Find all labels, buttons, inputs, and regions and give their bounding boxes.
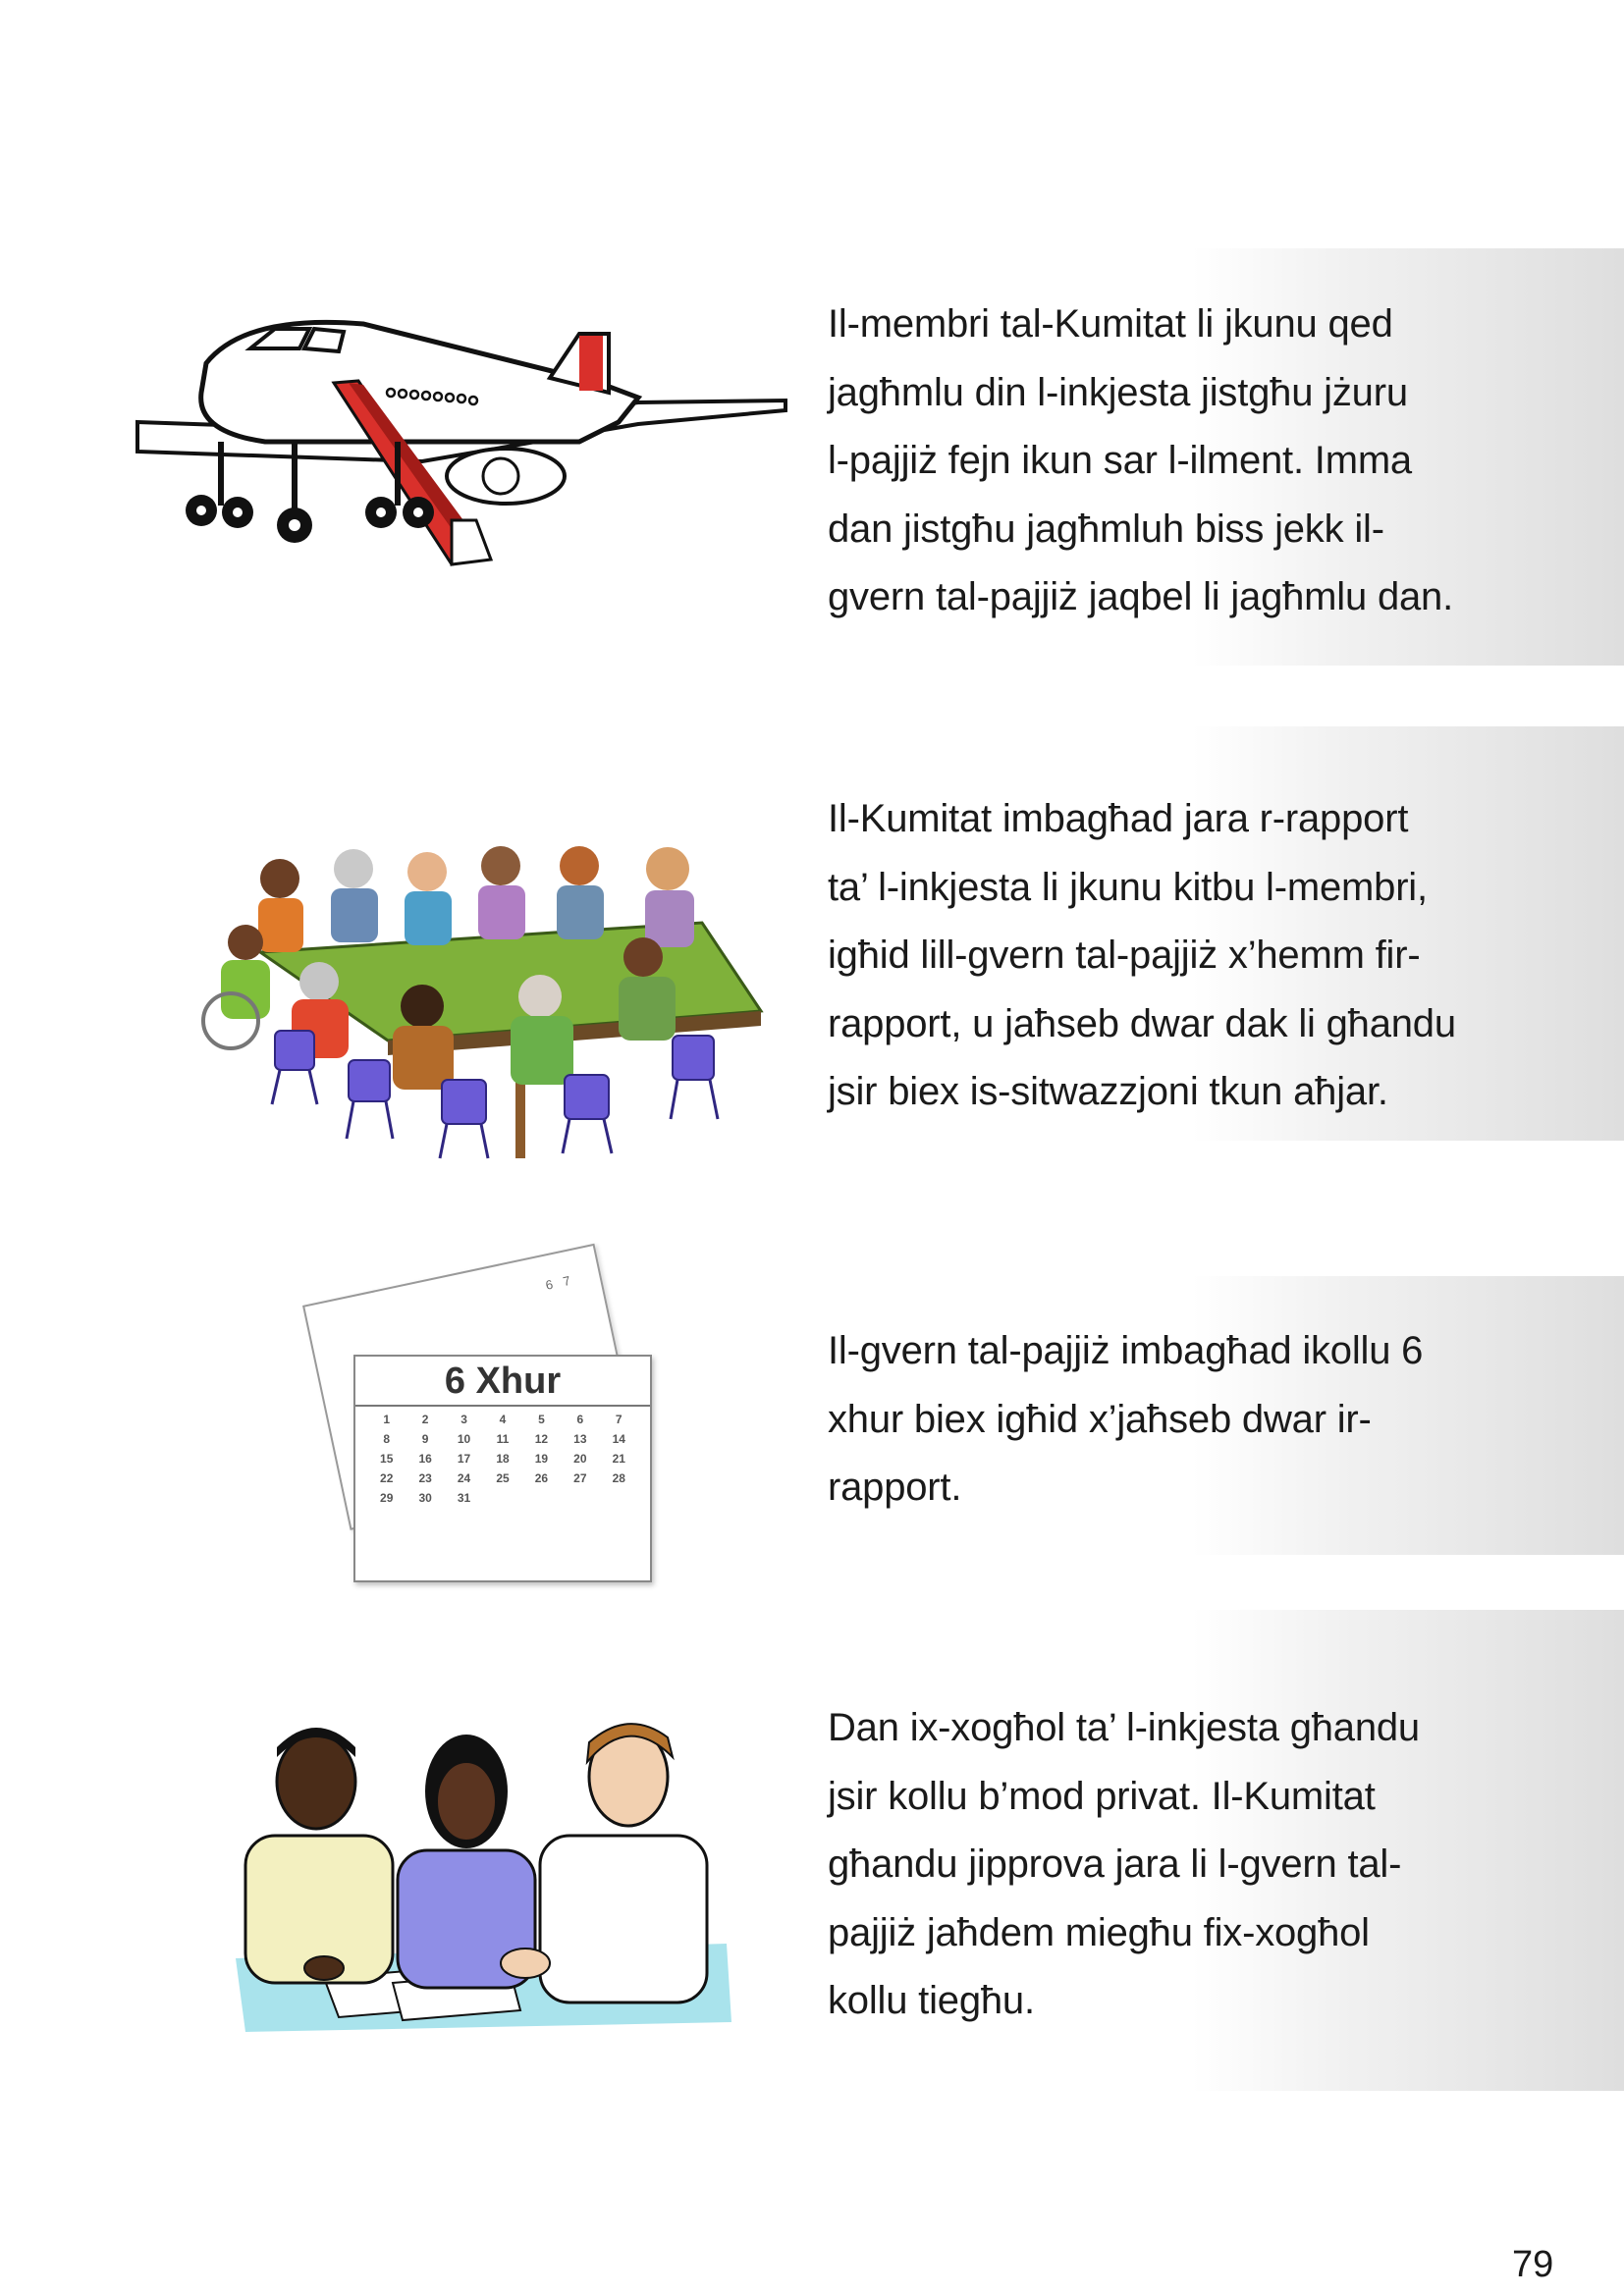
paragraph-1	[828, 291, 1515, 632]
calendar-day: 16	[418, 1452, 432, 1466]
calendar-day	[561, 1491, 599, 1505]
paragraph-1-line: dan jistgħu jagħmluh biss jekk il-	[828, 507, 1384, 551]
calendar-day: 9	[421, 1432, 429, 1446]
calendar-illustration	[293, 1266, 666, 1600]
paragraph-1-line: gvern tal-pajjiż jaqbel li jagħmlu dan.	[828, 575, 1454, 618]
calendar-day: 29	[380, 1491, 394, 1505]
calendar-day	[600, 1491, 638, 1505]
paragraph-4-line: kollu tiegħu.	[828, 1979, 1035, 2022]
calendar-back-day: 7	[561, 1272, 572, 1290]
calendar-day: 17	[457, 1452, 471, 1466]
calendar-day: 14	[612, 1432, 625, 1446]
people-talking-illustration	[226, 1698, 736, 2042]
paragraph-4	[828, 1694, 1515, 2036]
paragraph-4-line: Dan ix-xogħol ta’ l-inkjesta għandu	[828, 1706, 1420, 1749]
calendar-back-day: 6	[544, 1276, 555, 1293]
paragraph-3-line: rapport.	[828, 1466, 962, 1509]
calendar-day: 4	[499, 1413, 507, 1426]
calendar-day: 11	[496, 1432, 510, 1446]
calendar-day: 6	[576, 1413, 584, 1426]
calendar-day: 26	[534, 1471, 549, 1485]
paragraph-3-line: xhur biex igħid x’jaħseb dwar ir-	[828, 1397, 1372, 1441]
calendar-day: 15	[380, 1452, 394, 1466]
calendar-day: 1	[383, 1413, 391, 1426]
calendar-day: 5	[538, 1413, 545, 1426]
calendar-day	[522, 1491, 561, 1505]
paragraph-3-line: Il-gvern tal-pajjiż imbagħad ikollu 6	[828, 1329, 1424, 1372]
paragraph-2-line: igħid lill-gvern tal-pajjiż x’hemm fir-	[828, 934, 1421, 977]
calendar-day: 23	[418, 1471, 432, 1485]
paragraph-3	[828, 1317, 1515, 1522]
paragraph-2-line: Il-Kumitat imbagħad jara r-rapport	[828, 797, 1409, 840]
calendar-day: 28	[612, 1471, 625, 1485]
paragraph-4-line: għandu jipprova jara li l-gvern tal-	[828, 1842, 1402, 1886]
calendar-day: 19	[534, 1452, 549, 1466]
calendar-day: 22	[380, 1471, 394, 1485]
paragraph-1-line: jagħmlu din l-inkjesta jistgħu jżuru	[828, 370, 1408, 414]
calendar-day	[483, 1491, 521, 1505]
calendar-day: 12	[534, 1432, 549, 1446]
calendar-front-sheet	[353, 1355, 652, 1582]
paragraph-2-line: jsir biex is-sitwazzjoni tkun aħjar.	[828, 1070, 1388, 1113]
meeting-illustration	[201, 834, 771, 1168]
calendar-day: 27	[573, 1471, 587, 1485]
paragraph-2-line: rapport, u jaħseb dwar dak li għandu	[828, 1001, 1456, 1045]
paragraph-2-line: ta’ l-inkjesta li jkunu kitbu l-membri,	[828, 865, 1428, 909]
calendar-day: 24	[457, 1471, 471, 1485]
calendar-day: 21	[612, 1452, 625, 1466]
calendar-day: 7	[615, 1413, 623, 1426]
calendar-day: 13	[573, 1432, 587, 1446]
paragraph-1-line: Il-membri tal-Kumitat li jkunu qed	[828, 302, 1393, 346]
calendar-day: 18	[496, 1452, 510, 1466]
calendar-day: 8	[383, 1432, 391, 1446]
calendar-title: 6 Xhur	[444, 1361, 562, 1402]
calendar-day: 10	[457, 1432, 471, 1446]
calendar-grid	[355, 1413, 650, 1505]
calendar-day: 30	[418, 1491, 432, 1505]
paragraph-4-line: pajjiż jaħdem miegħu fix-xogħol	[828, 1910, 1370, 1954]
calendar-day: 20	[573, 1452, 587, 1466]
paragraph-4-line: jsir kollu b’mod privat. Il-Kumitat	[828, 1774, 1376, 1818]
airplane-illustration	[128, 294, 795, 579]
calendar-day: 31	[457, 1491, 471, 1505]
page-number: 79	[1512, 2244, 1554, 2285]
calendar-day: 25	[496, 1471, 510, 1485]
calendar-day: 3	[460, 1413, 467, 1426]
calendar-day: 2	[421, 1413, 429, 1426]
paragraph-2	[828, 785, 1515, 1127]
paragraph-1-line: l-pajjiż fejn ikun sar l-ilment. Imma	[828, 439, 1412, 482]
